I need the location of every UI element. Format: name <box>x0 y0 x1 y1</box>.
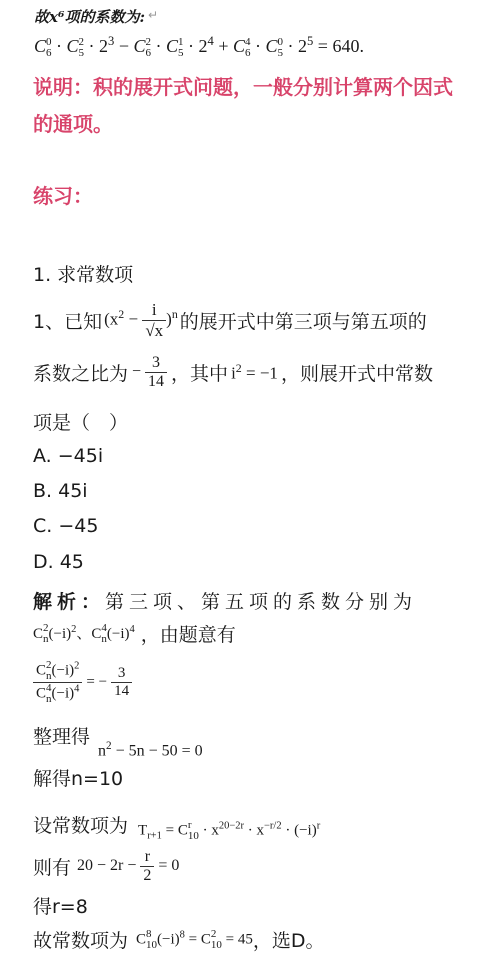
question-line-1 <box>33 300 427 341</box>
general-term-formula: $T_{r+1} = C$ r 10 · $x^{20-2r} \cdot x^{-r/2} \cdot (-i)^r$ <box>138 819 321 842</box>
option-c: C. −45 <box>33 515 99 537</box>
solution-line-1 <box>33 587 417 614</box>
option-d: D. 45 <box>33 551 84 573</box>
step-solve: 解得n=10 <box>33 768 124 790</box>
solution-text-2: ，由题意有 <box>140 624 236 646</box>
step-organize: 整理得 <box>33 726 91 748</box>
question-after-expression: 的展开式中第三项与第五项的 <box>179 311 427 333</box>
solution-label: 解析： <box>33 591 106 613</box>
general-term-line <box>33 806 320 842</box>
coef-label: 故x⁶项的系数为: <box>34 8 146 26</box>
step-then: 则有 <box>33 857 72 879</box>
solution-line-2 <box>33 620 236 647</box>
coefficient-expressions: C 2 n $(-i)^2$、C 4 n $(-i)^4$ <box>33 622 135 646</box>
question-where-label: ，其中 <box>171 363 229 385</box>
option-b: B. 45i <box>33 480 88 502</box>
section-title: 1. 求常数项 <box>33 264 134 286</box>
practice-heading: 练习： <box>33 184 93 208</box>
question-ratio-label: 系数之比为 <box>33 363 129 385</box>
final-suffix: ，选D。 <box>252 930 325 952</box>
coef-result: = 640. <box>317 36 364 56</box>
note-line-2: 的通项。 <box>33 112 113 136</box>
question-line-2 <box>33 354 433 391</box>
return-mark-icon: ↵ <box>148 8 159 22</box>
ratio-equation: C 2 n $(-i)^2$ C 4 n $(-i)^4$ = − $\frac{3}{14}$ <box>33 660 132 705</box>
coef-formula: C 0 6 · C 2 5 · $2^3 - C$ 2 6 · C 1 5 · $2^4 + C$ 4 6 · C 0 5 · $2^5 = 640$. <box>34 34 364 59</box>
final-formula: C 8 10 $(-i)^8 = C$ 2 10 = 45 <box>136 927 253 951</box>
exponent-equation-line <box>33 848 179 885</box>
step-general: 设常数项为 <box>33 814 129 837</box>
ratio-fraction: − $\frac{3}{14}$ <box>132 354 167 391</box>
binomial-expression: ($x^2$ − $\frac{i}{√x}$ )$^n$ <box>104 300 178 340</box>
exponent-equation: 20 − 2r − $\frac{r}{2}$ = 0 <box>77 848 180 884</box>
option-a: A. −45i <box>33 445 104 467</box>
imaginary-unit-definition: $i^2 = -1$ <box>231 361 278 383</box>
final-answer-line <box>33 926 324 953</box>
question-prefix: 1、已知 <box>33 311 103 333</box>
question-line-2-end: ，则展开式中常数 <box>280 363 433 385</box>
quadratic-equation: $n^2 - 5n - 50 = 0$ <box>98 740 203 760</box>
solution-text-1: 第三项、第五项的系数分别为 <box>105 591 418 613</box>
step-r: 得r=8 <box>33 896 88 918</box>
step-final: 故常数项为 <box>33 930 129 952</box>
note-line-1: 说明：积的展开式问题，一般分别计算两个因式 <box>33 75 453 99</box>
question-line-3: 项是（ ） <box>33 412 129 434</box>
